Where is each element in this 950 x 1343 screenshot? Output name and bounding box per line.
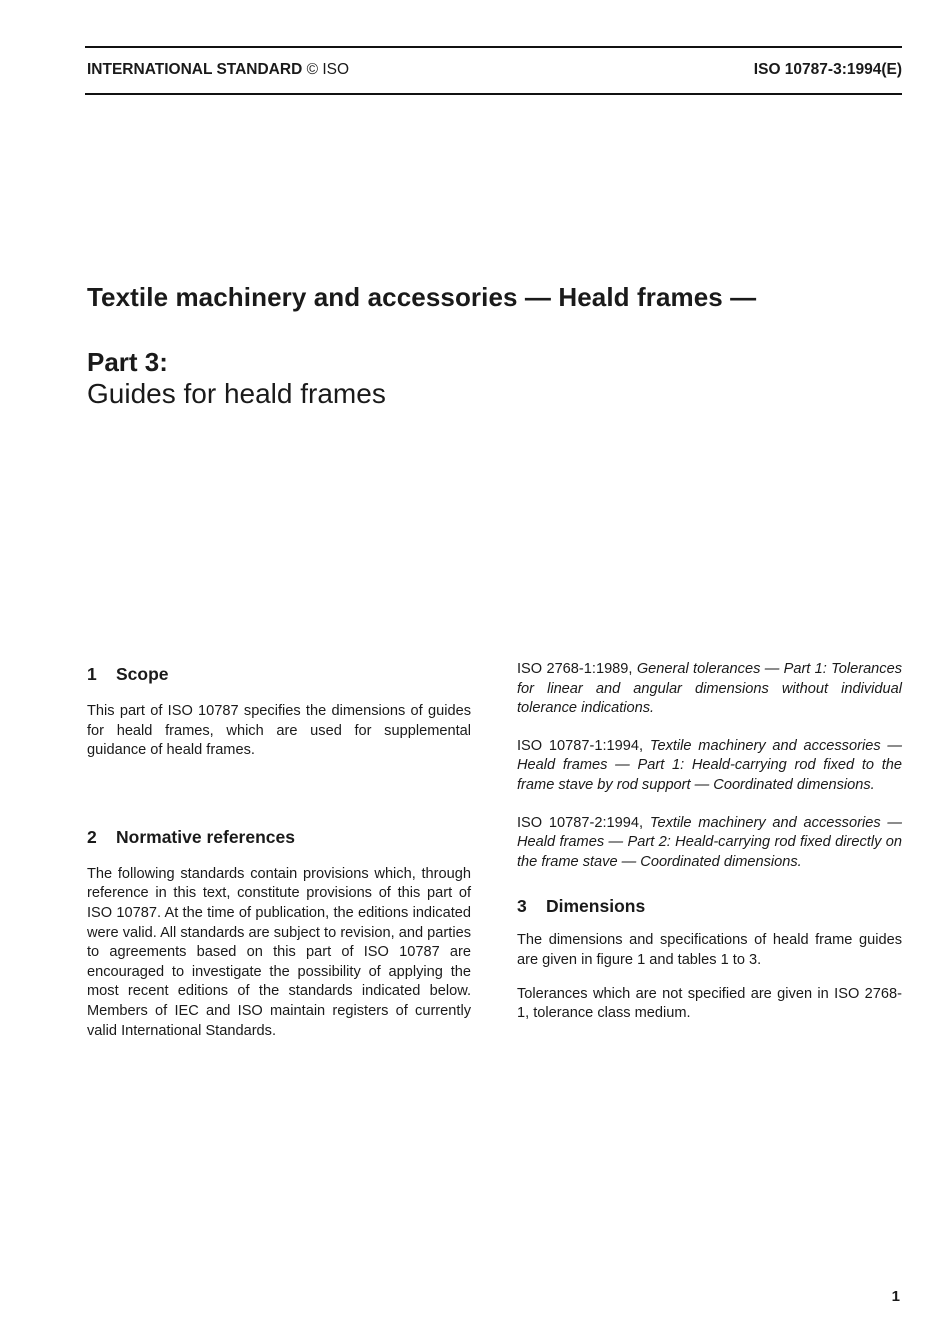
reference-title: General tolerances — Part 1: Tolerances for linear and angular dimensions without individual tolerance indications. — [517, 661, 903, 717]
section-heading-dimensions — [517, 894, 902, 918]
reference-item — [517, 814, 902, 873]
header-bottom-rule — [85, 93, 902, 95]
document-reference-number: ISO 10787-3:1994(E) — [753, 61, 902, 78]
section-number: 1 — [87, 664, 97, 684]
copyright-notice: © ISO — [306, 61, 350, 78]
reference-title: Textile machinery and accessories — Heald frames — Part 1: Heald-carrying rod fixed to the frame stave by rod support — Coordinated dimensions. — [517, 737, 902, 793]
section-number: 2 — [87, 826, 97, 847]
section-title: Normative references — [116, 826, 295, 847]
left-column — [87, 662, 471, 1041]
right-column — [517, 660, 902, 1024]
page-number: 1 — [891, 1288, 900, 1305]
reference-id: ISO 10787-1:1994, — [517, 737, 644, 754]
scope-paragraph: This part of ISO 10787 specifies the dimensions of guides for heald frames, which are used for supplemental guidance of heald frames. — [87, 703, 471, 759]
reference-item — [517, 660, 902, 719]
section-title: Scope — [116, 664, 169, 684]
reference-item — [517, 737, 902, 796]
section-number: 3 — [517, 896, 527, 917]
document-title: Textile machinery and accessories — Heald frames — — [87, 282, 757, 312]
part-label: Part 3: — [87, 347, 168, 377]
dimensions-paragraph: Tolerances which are not specified are given in ISO 2768-1, tolerance class medium. — [517, 985, 902, 1022]
section-heading-normative-references — [87, 825, 471, 849]
normative-references-paragraph: The following standards contain provisions which, through reference in this text, constitute provisions of this part of ISO 10787. At the time of publication, the editions indicated were valid. All standards are subject to revision, and parties to agreements based on this part of ISO 10787 are encouraged to investigate the possibility of applying the most recent editions of the standards indicated below. Members of IEC and ISO maintain registers of currently valid International Standards. — [87, 865, 471, 1039]
dimensions-paragraph: The dimensions and specifications of heald frame guides are given in figure 1 and tables 1 to 3. — [517, 932, 902, 968]
reference-id: ISO 2768-1:1989, — [517, 661, 633, 677]
reference-id: ISO 10787-2:1994, — [517, 814, 644, 831]
part-subtitle: Guides for heald frames — [87, 378, 386, 409]
section-title: Dimensions — [546, 896, 646, 917]
section-heading-scope — [87, 662, 471, 686]
standard-type: INTERNATIONAL STANDARD — [87, 61, 303, 78]
document-type-label — [87, 61, 349, 79]
reference-title: Textile machinery and accessories — Heald frames — Part 2: Heald-carrying rod fixed directly on the frame stave — Coordinated dimensions. — [517, 814, 902, 870]
header-top-rule — [85, 46, 902, 48]
